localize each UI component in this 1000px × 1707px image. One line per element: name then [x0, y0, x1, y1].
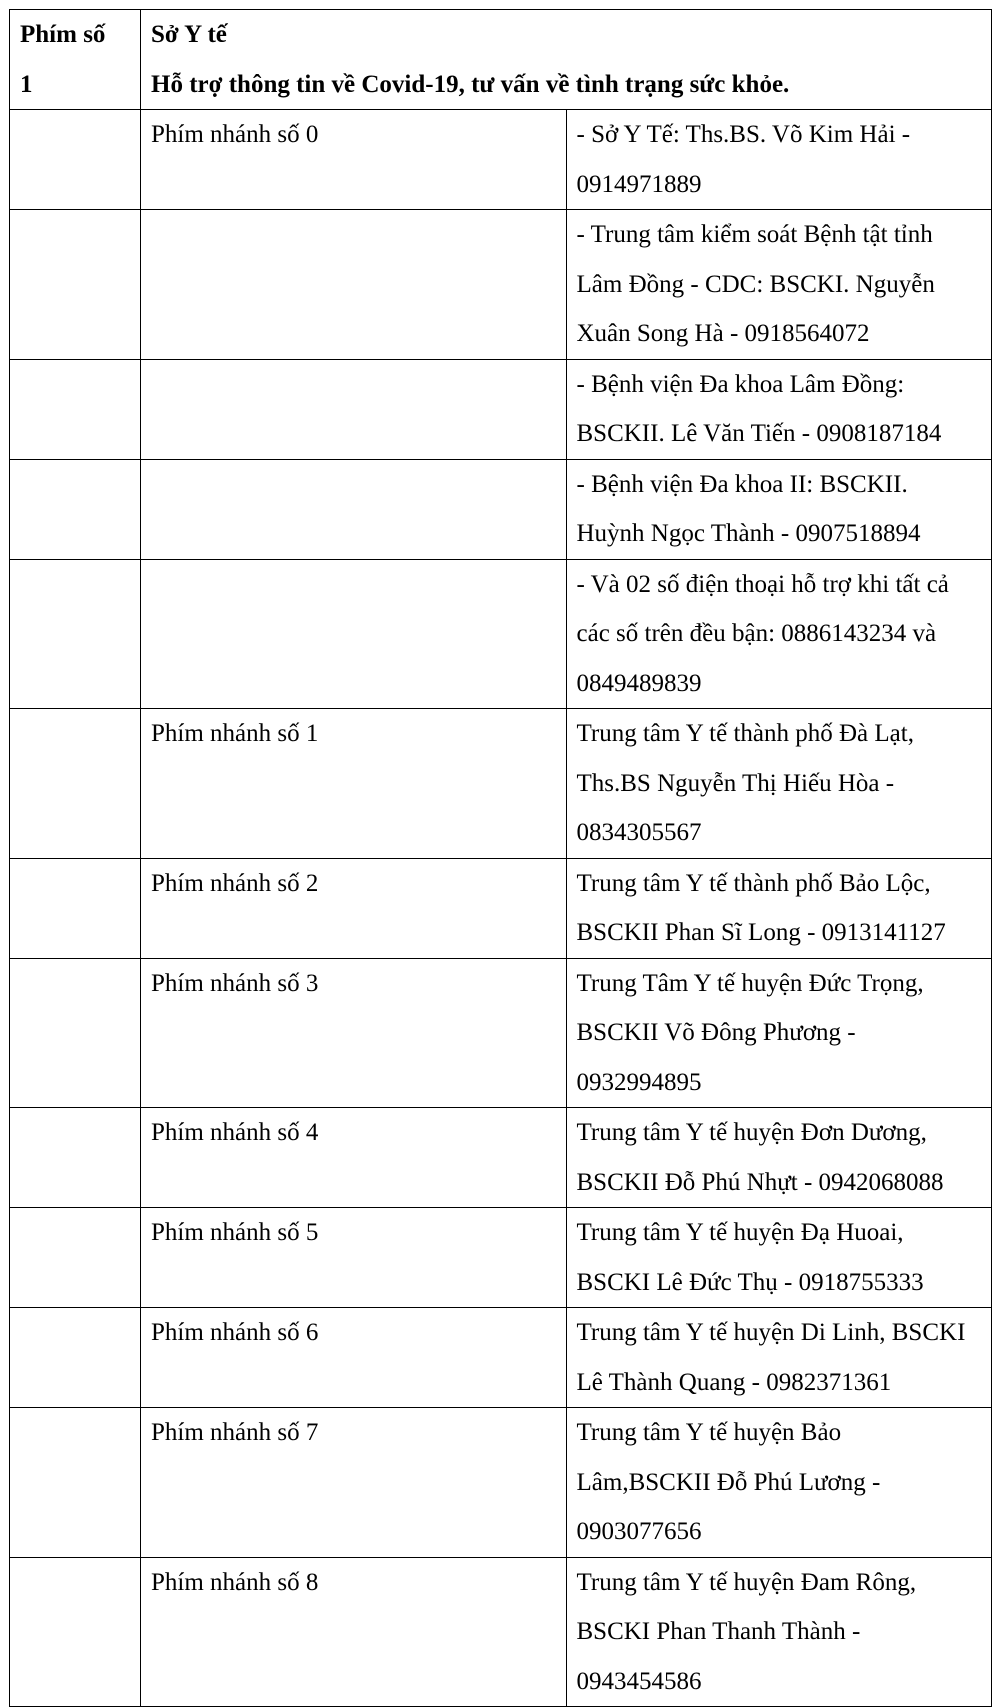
table-row	[10, 958, 992, 1108]
empty-cell	[10, 459, 141, 559]
table-row	[10, 1108, 992, 1208]
branch-cell	[141, 459, 567, 559]
table-row	[10, 559, 992, 709]
department-name: Sở Y tế	[151, 21, 227, 48]
contact-cell: Trung tâm Y tế huyện Bảo Lâm,BSCKII Đỗ Phú Lương - 0903077656	[566, 1408, 992, 1558]
branch-cell	[141, 359, 567, 459]
contact-cell: Trung tâm Y tế huyện Di Linh, BSCKI Lê Thành Quang - 0982371361	[566, 1308, 992, 1408]
empty-cell	[10, 1308, 141, 1408]
empty-cell	[10, 958, 141, 1108]
empty-cell	[10, 709, 141, 859]
table-row	[10, 1208, 992, 1308]
contact-cell: - Sở Y Tế: Ths.BS. Võ Kim Hải - 0914971889	[566, 110, 992, 210]
branch-cell: Phím nhánh số 6	[141, 1308, 567, 1408]
branch-cell: Phím nhánh số 0	[141, 110, 567, 210]
branch-cell: Phím nhánh số 3	[141, 958, 567, 1108]
branch-cell	[141, 559, 567, 709]
empty-cell	[10, 1108, 141, 1208]
department-cell	[141, 10, 992, 110]
empty-cell	[10, 210, 141, 360]
key-label-line2: 1	[20, 70, 33, 98]
contact-cell: Trung tâm Y tế huyện Đạ Huoai, BSCKI Lê Đức Thụ - 0918755333	[566, 1208, 992, 1308]
contact-cell: Trung tâm Y tế huyện Đam Rông, BSCKI Phan Thanh Thành - 0943454586	[566, 1557, 992, 1707]
hotline-table	[9, 9, 992, 1707]
branch-cell: Phím nhánh số 7	[141, 1408, 567, 1558]
contact-cell: - Bệnh viện Đa khoa Lâm Đồng: BSCKII. Lê Văn Tiến - 0908187184	[566, 359, 992, 459]
table-row	[10, 1408, 992, 1558]
table-row	[10, 1557, 992, 1707]
branch-cell: Phím nhánh số 2	[141, 858, 567, 958]
contact-cell: Trung tâm Y tế thành phố Bảo Lộc, BSCKII Phan Sĩ Long - 0913141127	[566, 858, 992, 958]
table-row	[10, 709, 992, 859]
branch-cell: Phím nhánh số 8	[141, 1557, 567, 1707]
contact-cell: - Bệnh viện Đa khoa II: BSCKII. Huỳnh Ngọc Thành - 0907518894	[566, 459, 992, 559]
table-row	[10, 459, 992, 559]
empty-cell	[10, 359, 141, 459]
branch-cell: Phím nhánh số 4	[141, 1108, 567, 1208]
table-row	[10, 858, 992, 958]
empty-cell	[10, 110, 141, 210]
table-row	[10, 210, 992, 360]
table-header-row	[10, 10, 992, 110]
table-row	[10, 1308, 992, 1408]
empty-cell	[10, 858, 141, 958]
contact-cell: - Và 02 số điện thoại hỗ trợ khi tất cả các số trên đều bận: 0886143234 và 0849489839	[566, 559, 992, 709]
contact-cell: Trung Tâm Y tế huyện Đức Trọng, BSCKII Võ Đông Phương - 0932994895	[566, 958, 992, 1108]
contact-cell: Trung tâm Y tế huyện Đơn Dương, BSCKII Đỗ Phú Nhựt - 0942068088	[566, 1108, 992, 1208]
department-description: Hỗ trợ thông tin về Covid-19, tư vấn về tình trạng sức khỏe.	[151, 70, 790, 98]
branch-cell	[141, 210, 567, 360]
branch-cell: Phím nhánh số 5	[141, 1208, 567, 1308]
empty-cell	[10, 1408, 141, 1558]
table-row	[10, 110, 992, 210]
empty-cell	[10, 1557, 141, 1707]
key-label-cell	[10, 10, 141, 110]
branch-cell: Phím nhánh số 1	[141, 709, 567, 859]
empty-cell	[10, 1208, 141, 1308]
contact-cell: Trung tâm Y tế thành phố Đà Lạt, Ths.BS Nguyễn Thị Hiếu Hòa - 0834305567	[566, 709, 992, 859]
empty-cell	[10, 559, 141, 709]
key-label-line1: Phím số	[20, 21, 106, 48]
contact-cell: - Trung tâm kiểm soát Bệnh tật tỉnh Lâm Đồng - CDC: BSCKI. Nguyễn Xuân Song Hà - 0918564072	[566, 210, 992, 360]
table-row	[10, 359, 992, 459]
